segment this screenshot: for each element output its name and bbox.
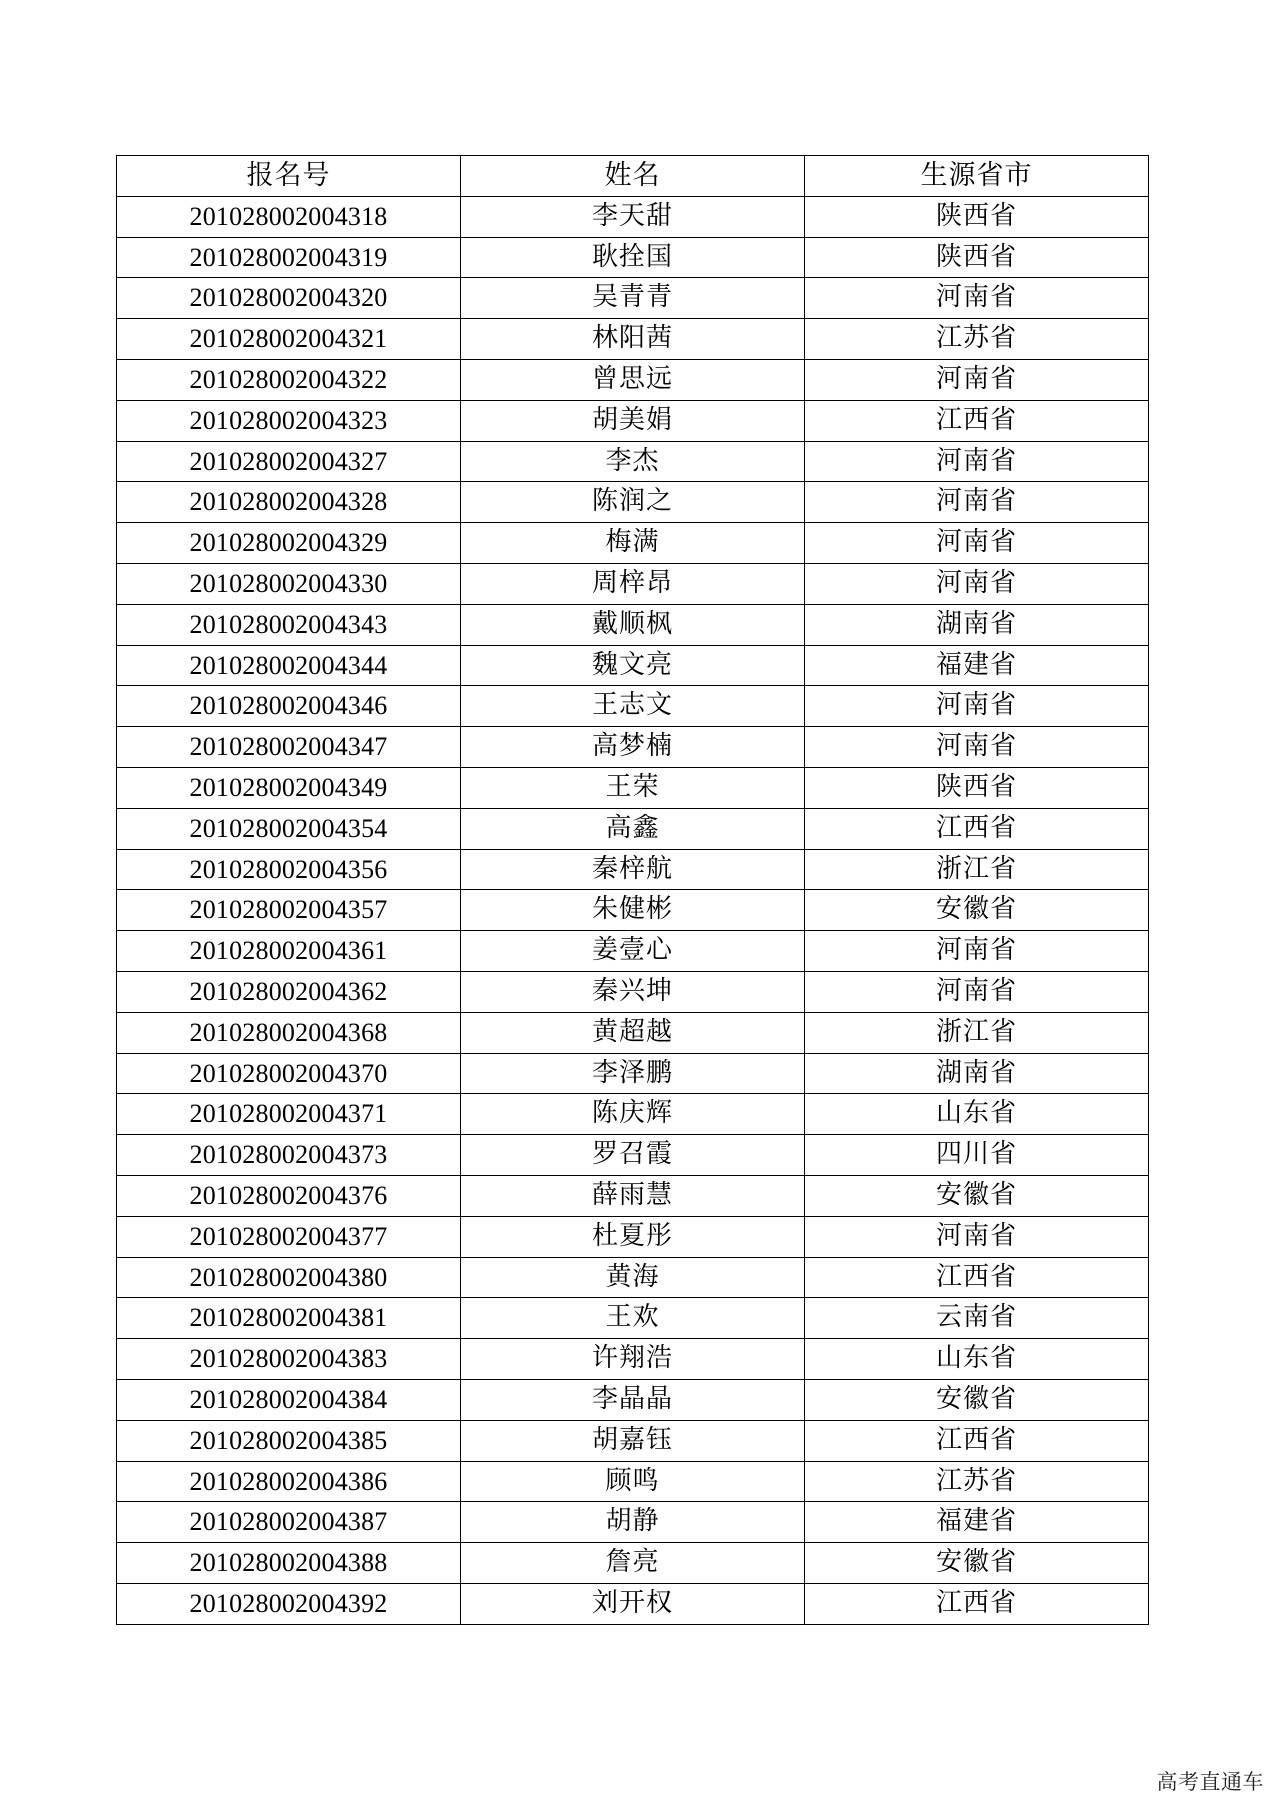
student-name-cell: 朱健彬 (461, 890, 805, 931)
student-name-cell: 陈庆辉 (461, 1094, 805, 1135)
registration-number-cell: 201028002004330 (117, 563, 461, 604)
student-name-cell: 林阳茜 (461, 319, 805, 360)
registration-number-cell: 201028002004380 (117, 1257, 461, 1298)
table-body (117, 196, 1149, 1624)
origin-province-cell: 河南省 (805, 482, 1149, 523)
student-name-cell: 高梦楠 (461, 727, 805, 768)
table-row (117, 1175, 1149, 1216)
origin-province-cell: 云南省 (805, 1298, 1149, 1339)
table-row (117, 604, 1149, 645)
origin-province-cell: 河南省 (805, 1216, 1149, 1257)
table-row (117, 1053, 1149, 1094)
origin-province-cell: 福建省 (805, 1502, 1149, 1543)
table-row (117, 1420, 1149, 1461)
origin-province-cell: 河南省 (805, 278, 1149, 319)
registration-number-cell: 201028002004361 (117, 931, 461, 972)
student-name-cell: 詹亮 (461, 1543, 805, 1584)
table-row (117, 1216, 1149, 1257)
student-name-cell: 李天甜 (461, 196, 805, 237)
student-name-cell: 周梓昂 (461, 563, 805, 604)
student-name-cell: 刘开权 (461, 1583, 805, 1624)
origin-province-cell: 安徽省 (805, 1543, 1149, 1584)
header-row (117, 156, 1149, 197)
registration-number-cell: 201028002004346 (117, 686, 461, 727)
column-header-name: 姓名 (461, 156, 805, 197)
table-row (117, 1502, 1149, 1543)
origin-province-cell: 江苏省 (805, 1461, 1149, 1502)
registration-number-cell: 201028002004318 (117, 196, 461, 237)
student-name-cell: 李泽鹏 (461, 1053, 805, 1094)
registration-number-cell: 201028002004370 (117, 1053, 461, 1094)
origin-province-cell: 湖南省 (805, 604, 1149, 645)
table-row (117, 727, 1149, 768)
table-row (117, 400, 1149, 441)
column-header-province: 生源省市 (805, 156, 1149, 197)
origin-province-cell: 河南省 (805, 931, 1149, 972)
registration-number-cell: 201028002004362 (117, 971, 461, 1012)
registration-number-cell: 201028002004388 (117, 1543, 461, 1584)
registration-number-cell: 201028002004328 (117, 482, 461, 523)
table-row (117, 1379, 1149, 1420)
registration-number-cell: 201028002004354 (117, 808, 461, 849)
table-row (117, 1461, 1149, 1502)
table-header (117, 156, 1149, 197)
registration-number-cell: 201028002004371 (117, 1094, 461, 1135)
origin-province-cell: 江西省 (805, 1583, 1149, 1624)
student-name-cell: 胡静 (461, 1502, 805, 1543)
origin-province-cell: 安徽省 (805, 890, 1149, 931)
origin-province-cell: 河南省 (805, 359, 1149, 400)
origin-province-cell: 河南省 (805, 523, 1149, 564)
table-row (117, 1012, 1149, 1053)
student-name-cell: 薛雨慧 (461, 1175, 805, 1216)
origin-province-cell: 浙江省 (805, 849, 1149, 890)
table-row (117, 890, 1149, 931)
table-row (117, 523, 1149, 564)
table-row (117, 686, 1149, 727)
site-watermark: 高考直通车 (1156, 1770, 1264, 1794)
student-name-cell: 秦兴坤 (461, 971, 805, 1012)
student-name-cell: 秦梓航 (461, 849, 805, 890)
table-row (117, 482, 1149, 523)
registration-number-cell: 201028002004347 (117, 727, 461, 768)
table-row (117, 645, 1149, 686)
origin-province-cell: 安徽省 (805, 1379, 1149, 1420)
registration-number-cell: 201028002004387 (117, 1502, 461, 1543)
origin-province-cell: 河南省 (805, 563, 1149, 604)
table-row (117, 359, 1149, 400)
student-name-cell: 戴顺枫 (461, 604, 805, 645)
table-row (117, 1135, 1149, 1176)
registration-number-cell: 201028002004356 (117, 849, 461, 890)
origin-province-cell: 湖南省 (805, 1053, 1149, 1094)
student-name-cell: 魏文亮 (461, 645, 805, 686)
origin-province-cell: 浙江省 (805, 1012, 1149, 1053)
table-row (117, 931, 1149, 972)
origin-province-cell: 河南省 (805, 441, 1149, 482)
table-row (117, 1583, 1149, 1624)
origin-province-cell: 安徽省 (805, 1175, 1149, 1216)
origin-province-cell: 河南省 (805, 727, 1149, 768)
table-row (117, 441, 1149, 482)
registration-number-cell: 201028002004321 (117, 319, 461, 360)
registration-number-cell: 201028002004327 (117, 441, 461, 482)
registration-number-cell: 201028002004349 (117, 767, 461, 808)
table-row (117, 237, 1149, 278)
table-row (117, 1094, 1149, 1135)
registration-number-cell: 201028002004344 (117, 645, 461, 686)
student-name-cell: 耿拴国 (461, 237, 805, 278)
student-name-cell: 顾鸣 (461, 1461, 805, 1502)
student-name-cell: 高鑫 (461, 808, 805, 849)
origin-province-cell: 江西省 (805, 1420, 1149, 1461)
registration-number-cell: 201028002004386 (117, 1461, 461, 1502)
registration-number-cell: 201028002004392 (117, 1583, 461, 1624)
registration-number-cell: 201028002004381 (117, 1298, 461, 1339)
registration-number-cell: 201028002004376 (117, 1175, 461, 1216)
table-row (117, 808, 1149, 849)
registration-number-cell: 201028002004323 (117, 400, 461, 441)
origin-province-cell: 四川省 (805, 1135, 1149, 1176)
origin-province-cell: 陕西省 (805, 196, 1149, 237)
registration-number-cell: 201028002004320 (117, 278, 461, 319)
origin-province-cell: 山东省 (805, 1339, 1149, 1380)
registration-number-cell: 201028002004319 (117, 237, 461, 278)
origin-province-cell: 福建省 (805, 645, 1149, 686)
registration-number-cell: 201028002004322 (117, 359, 461, 400)
student-name-cell: 王志文 (461, 686, 805, 727)
table-row (117, 1339, 1149, 1380)
table-row (117, 1543, 1149, 1584)
table-row (117, 971, 1149, 1012)
origin-province-cell: 江西省 (805, 400, 1149, 441)
origin-province-cell: 陕西省 (805, 767, 1149, 808)
student-name-cell: 黄超越 (461, 1012, 805, 1053)
registration-number-cell: 201028002004357 (117, 890, 461, 931)
table-row (117, 767, 1149, 808)
origin-province-cell: 河南省 (805, 686, 1149, 727)
student-name-cell: 李杰 (461, 441, 805, 482)
student-name-cell: 姜壹心 (461, 931, 805, 972)
origin-province-cell: 江西省 (805, 808, 1149, 849)
student-name-cell: 李晶晶 (461, 1379, 805, 1420)
registration-number-cell: 201028002004368 (117, 1012, 461, 1053)
student-name-cell: 胡美娟 (461, 400, 805, 441)
registration-number-cell: 201028002004329 (117, 523, 461, 564)
table-row (117, 1257, 1149, 1298)
origin-province-cell: 陕西省 (805, 237, 1149, 278)
origin-province-cell: 江西省 (805, 1257, 1149, 1298)
student-name-cell: 罗召霞 (461, 1135, 805, 1176)
student-name-cell: 黄海 (461, 1257, 805, 1298)
table-row (117, 319, 1149, 360)
student-name-cell: 曾思远 (461, 359, 805, 400)
table-row (117, 1298, 1149, 1339)
registration-number-cell: 201028002004384 (117, 1379, 461, 1420)
registration-number-cell: 201028002004373 (117, 1135, 461, 1176)
student-name-cell: 许翔浩 (461, 1339, 805, 1380)
registration-number-cell: 201028002004383 (117, 1339, 461, 1380)
origin-province-cell: 山东省 (805, 1094, 1149, 1135)
table-row (117, 563, 1149, 604)
registration-number-cell: 201028002004343 (117, 604, 461, 645)
student-name-cell: 梅满 (461, 523, 805, 564)
student-name-cell: 杜夏彤 (461, 1216, 805, 1257)
table-row (117, 196, 1149, 237)
table-row (117, 849, 1149, 890)
student-name-cell: 王欢 (461, 1298, 805, 1339)
student-name-cell: 吴青青 (461, 278, 805, 319)
admission-roster-table (116, 155, 1149, 1625)
registration-number-cell: 201028002004377 (117, 1216, 461, 1257)
table-row (117, 278, 1149, 319)
student-name-cell: 胡嘉钰 (461, 1420, 805, 1461)
column-header-registration-number: 报名号 (117, 156, 461, 197)
origin-province-cell: 河南省 (805, 971, 1149, 1012)
student-name-cell: 王荣 (461, 767, 805, 808)
origin-province-cell: 江苏省 (805, 319, 1149, 360)
student-name-cell: 陈润之 (461, 482, 805, 523)
registration-number-cell: 201028002004385 (117, 1420, 461, 1461)
